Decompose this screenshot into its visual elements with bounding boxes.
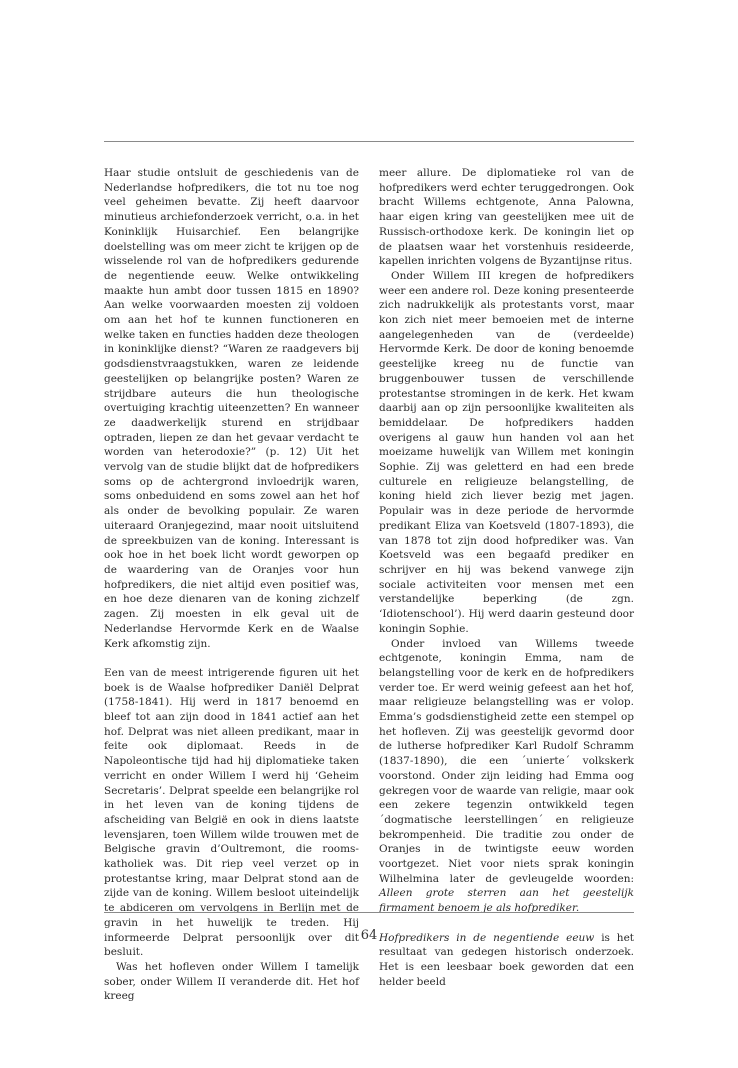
- left-paragraph-1: Haar studie ontsluit de geschiedenis van de Nederlandse hofpredikers, die tot nu toe nog veel geheimen bevatte. Zij heeft daarvoor minutieus archiefonderzoek verricht, o.a. in het Koninklijk Huisarchief. Een belangrijke doelstelling was om meer zicht te krijgen op de wisselende rol van de hofpredikers gedurende de negentiende eeuw. Welke ontwikkeling maakte hun ambt door tussen 1815 en 1890? Aan welke voorwaarden moesten zij voldoen om aan het hof te kunnen functioneren en welke taken en functies hadden deze theologen in koninklijke dienst? “Waren ze raadgevers bij godsdienstvraagstukken, waren ze leidende geestelijken op belangrijke posten? Waren ze strijdbare auteurs die hun theologische overtuiging krachtig uiteenzetten? En wanneer ze daadwerkelijk sturend en strijdbaar optraden, liepen ze dan het gevaar verdacht te worden van heterodoxie?” (p. 12) Uit het vervolg van de studie blijkt dat de hofpredikers soms op de achtergrond invloedrijk waren, soms onbeduidend en soms zowel aan het hof als onder de bevolking populair. Ze waren uiteraard Oranjegezind, maar nooit uitsluitend de spreekbuizen van de koning. Interessant is ook hoe in het boek licht wordt geworpen op de waardering van de Oranjes voor hun hofpredikers, die niet altijd even positief was, en hoe deze dienaren van de koning zichzelf zagen. Zij moesten in elk geval uit de Nederlandse Hervormde Kerk en de Waalse Kerk afkomstig zijn.: [104, 167, 359, 650]
- top-rule: [104, 141, 634, 142]
- right-paragraph-2: Onder Willem III kregen de hofpredikers weer een andere rol. Deze koning presenteerde zich nadrukkelijk als protestants vorst, maar kon zich niet meer bemoeien met de interne aangelegenheden van de (verdeelde) Hervormde Kerk. De door de koning benoemde geestelijke kreeg nu de functie van bruggenbouwer tussen de verschillende protestantse stromingen in de kerk. Het kwam daarbij aan op zijn persoonlijke kwaliteiten als bemiddelaar. De hofpredikers hadden overigens al gauw hun handen vol aan het moeizame huwelijk van Willem met koningin Sophie. Zij was geletterd en had een brede culturele en religieuze belangstelling, de koning hield zich liever bezig met jagen. Populair was in deze periode de hervormde predikant Eliza van Koetsveld (1807-1893), die van 1878 tot zijn dood hofprediker was. Van Koetsveld was een begaafd prediker en schrijver en hij was bekend vanwege zijn sociale activiteiten voor mensen met een verstandelijke beperking (de zgn. ‘Idiotenschool’). Hij werd daarin gesteund door koningin Sophie.: [379, 269, 634, 635]
- bottom-rule: [104, 912, 634, 913]
- book-title: Hofpredikers in de negentiende eeuw: [379, 931, 595, 944]
- page-number: 64: [360, 928, 378, 943]
- right-paragraph-3-text: Onder invloed van Willems tweede echtgenote, koningin Emma, nam de belangstelling voor de kerk en de hofpredikers verder toe. Er werd weinig gefeest aan het hof, maar religieuze belangstelling was er volop. Emma’s godsdienstigheid zette een stempel op het hofleven. Zij was geestelijk gevormd door de lutherse hofprediker Karl Rudolf Schramm (1837-1890), die een ´unierte´ volkskerk voorstond. Onder zijn leiding had Emma oog gekregen voor de waarde van religie, maar ook een zekere tegenzin ontwikkeld tegen ´dogmatische leerstellingen´ en religieuze bekrompenheid. Die traditie zou onder de Oranjes in de twintigste eeuw worden voortgezet. Niet voor niets sprak koningin Wilhelmina later de gevleugelde woorden:: [379, 637, 634, 885]
- right-paragraph-4-text: is het resultaat van gedegen historisch onderzoek. Het is een leesbaar boek geworden dat een helder beeld: [379, 931, 635, 988]
- left-paragraph-3: Was het hofleven onder Willem I tamelijk sober, onder Willem II veranderde dit. Het hof kreeg: [104, 960, 359, 1003]
- right-column: [379, 166, 634, 989]
- wilhelmina-quote: Alleen grote sterren aan het geestelijk firmament benoem je als hofprediker.: [379, 887, 634, 915]
- right-paragraph-3: [379, 637, 634, 916]
- right-paragraph-1: meer allure. De diplomatieke rol van de hofpredikers werd echter teruggedrongen. Ook bracht Willems echtgenote, Anna Palowna, haar eigen kring van geestelijken mee uit de Russisch-orthodoxe kerk. De koningin liet op de plaatsen waar het vorstenhuis resideerde, kapellen inrichten volgens de Byzantijnse ritus.: [379, 167, 634, 268]
- left-column: [104, 166, 359, 1004]
- left-paragraph-2: Een van de meest intrigerende figuren uit het boek is de Waalse hofprediker Daniël Delprat (1758-1841). Hij werd in 1817 benoemd en bleef tot aan zijn dood in 1841 actief aan het hof. Delprat was niet alleen predikant, maar in feite ook diplomaat. Reeds in de Napoleontische tijd had hij diplomatieke taken verricht en onder Willem I werd hij ‘Geheim Secretaris’. Delprat speelde een belangrijke rol in het leven van de koning tijdens de afscheiding van België en ook in diens laatste levensjaren, toen Willem wilde trouwen met de Belgische gravin d’Oultremont, die rooms-katholiek was. Dit riep veel verzet op in protestantse kring, maar Delprat stond aan de zijde van de koning. Willem besloot uiteindelijk te abdiceren om vervolgens in Berlijn met de gravin in het huwelijk te treden. Hij informeerde Delprat persoonlijk over dit besluit.: [104, 666, 359, 959]
